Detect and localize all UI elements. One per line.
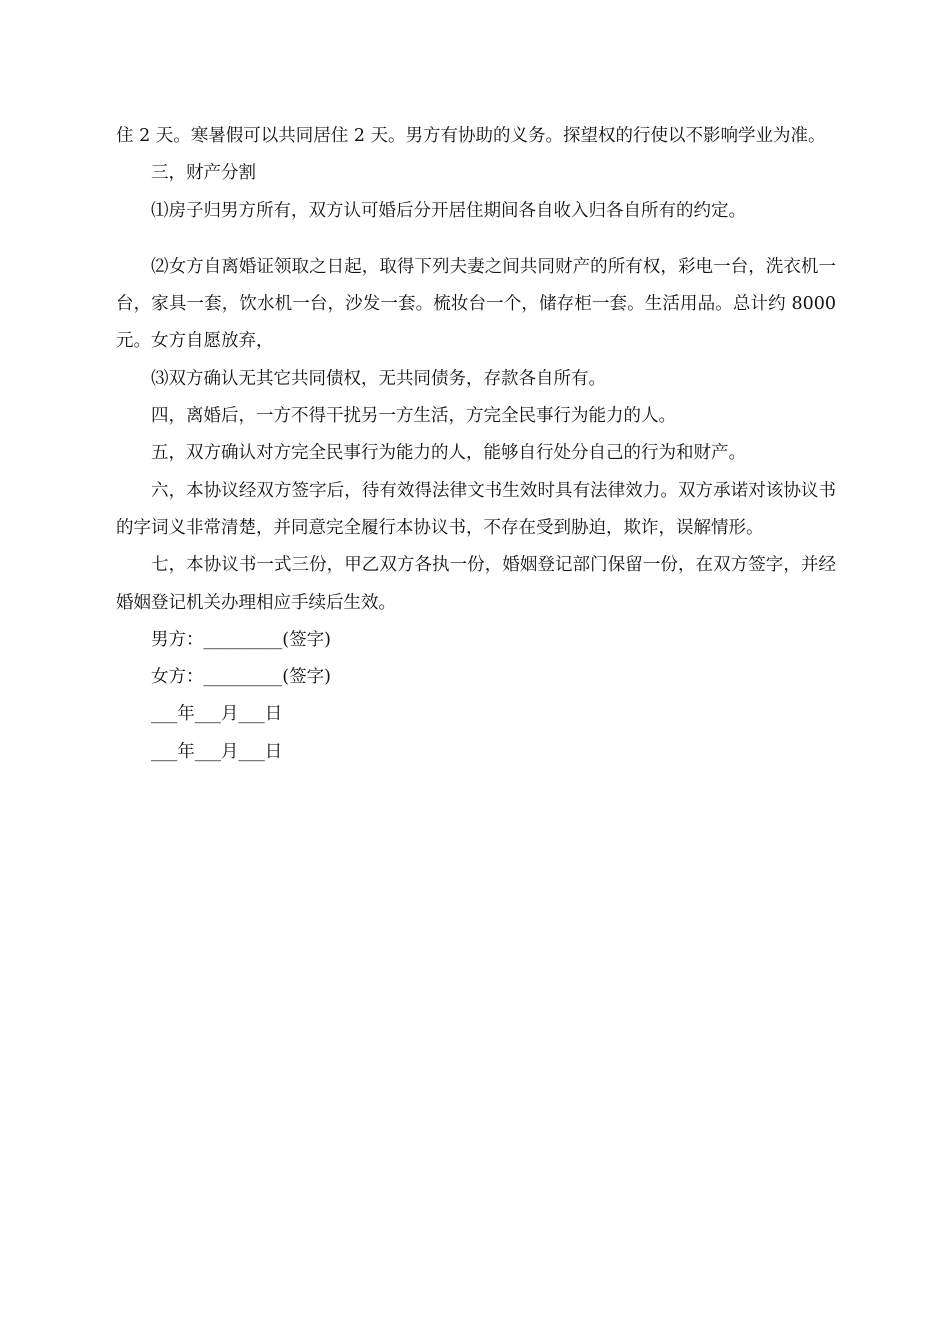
female-signature-line: 女方：_________(签字) [151, 667, 331, 688]
property-item-1: ⑴房子归男方所有，双方认可婚后分开居住期间各自收入归各自所有的约定。 [151, 200, 746, 221]
property-item-3: ⑶双方确认无其它共同债权，无共同债务，存款各自所有。 [151, 368, 606, 389]
property-item-2: ⑵女方自离婚证领取之日起，取得下列夫妻之间共同财产的所有权，彩电一台，洗衣机一台，家具一套，饮水机一台，沙发一套。梳妆台一个，储存柜一套。生活用品。总计约 8000 元。女方自愿放弃， [116, 256, 836, 352]
paragraph-gap [116, 230, 836, 249]
document-body [116, 118, 836, 771]
date-line-1: ___年___月___日 [151, 704, 283, 725]
paragraph-continued: 住 2 天。寒暑假可以共同居住 2 天。男方有协助的义务。探望权的行使以不影响学业为准。 [116, 126, 826, 146]
section-4-paragraph: 四，离婚后，一方不得干扰另一方生活，方完全民事行为能力的人。 [151, 406, 676, 427]
section-5-paragraph: 五，双方确认对方完全民事行为能力的人，能够自行处分自己的行为和财产。 [151, 443, 746, 464]
section-heading-property-division: 三，财产分割 [151, 163, 256, 184]
section-6-paragraph: 六，本协议经双方签字后，待有效得法律文书生效时具有法律效力。双方承诺对该协议书的字词义非常清楚，并同意完全履行本协议书，不存在受到胁迫，欺诈，误解情形。 [116, 480, 836, 538]
date-line-2: ___年___月___日 [151, 741, 283, 762]
male-signature-line: 男方：_________(签字) [151, 629, 331, 650]
section-7-paragraph: 七，本协议书一式三份，甲乙双方各执一份，婚姻登记部门保留一份，在双方签字，并经婚姻登记机关办理相应手续后生效。 [116, 555, 836, 613]
